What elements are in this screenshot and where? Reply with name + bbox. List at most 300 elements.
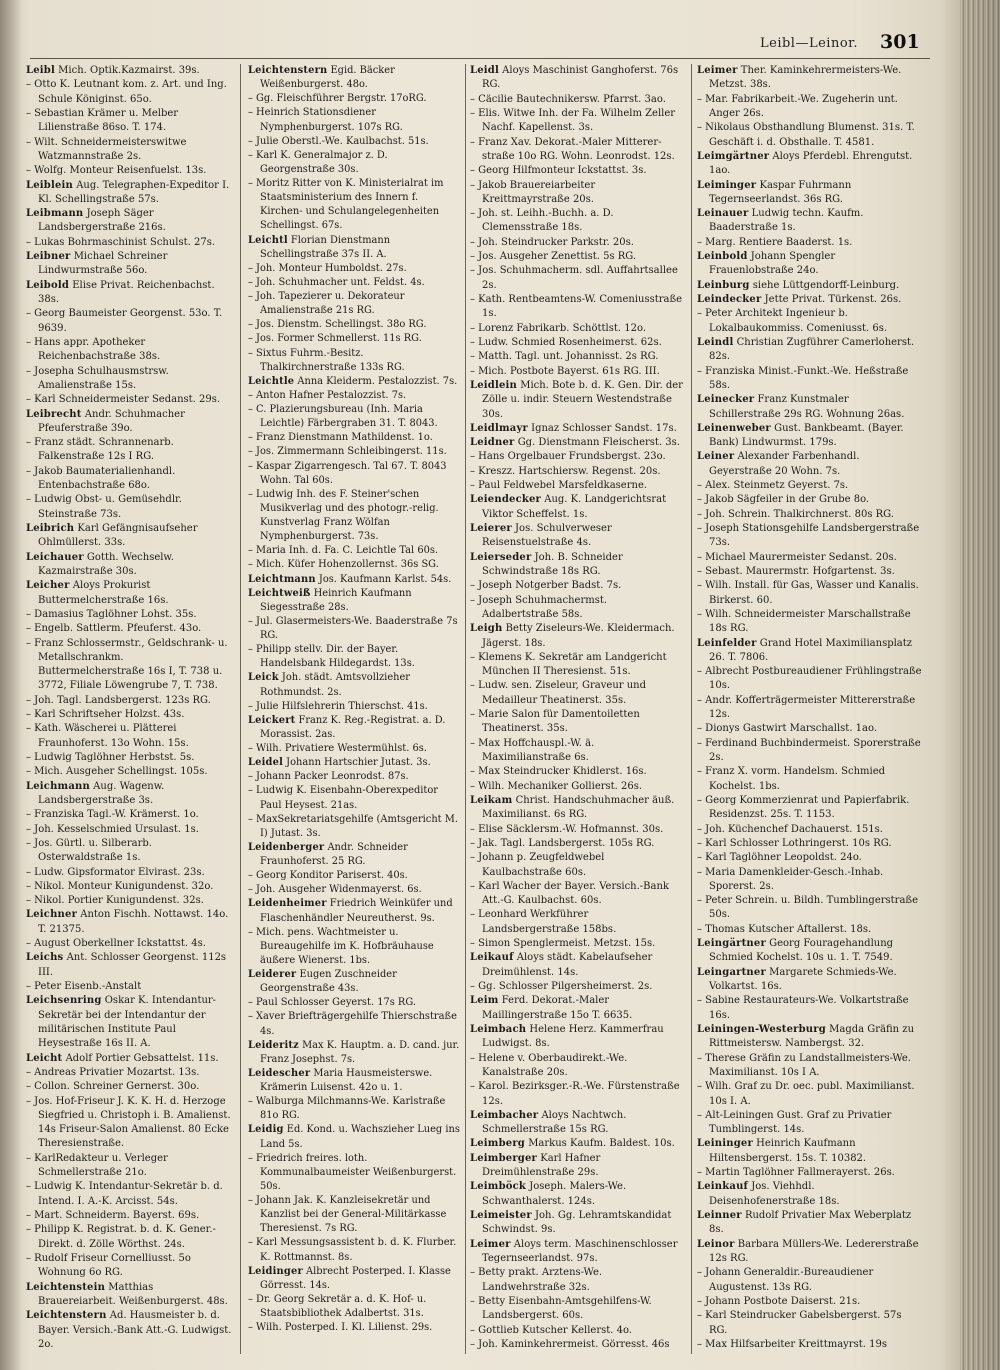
directory-entry xyxy=(470,336,686,350)
entry-surname: Leimbach xyxy=(470,1023,527,1035)
entry-text: – Sabine Restaurateurs-We. Volkartstraße 16s. xyxy=(697,995,909,1021)
directory-entry xyxy=(248,813,460,841)
entry-text: – Engelb. Sattlerm. Pfeuferst. 43o. xyxy=(26,623,202,635)
directory-entry xyxy=(26,1209,232,1223)
directory-entry xyxy=(26,994,232,1051)
entry-text: Michael Schreiner Lindwurmstraße 56o. xyxy=(38,251,168,277)
entry-text: Gust. Bankbeamt. (Bayer. Bank) Lindwurmst. 179s. xyxy=(709,422,904,449)
entry-text: – Dionys Gastwirt Marschallst. 1ao. xyxy=(697,723,878,735)
entry-text: Jos. Kaufmann Karlst. 54s. xyxy=(318,573,452,585)
directory-entry xyxy=(697,64,922,93)
directory-entry xyxy=(26,708,232,722)
directory-entry xyxy=(248,1293,460,1321)
directory-entry xyxy=(26,136,232,165)
entry-text: – Karl Schriftseher Holzst. 43s. xyxy=(26,709,185,721)
entry-text: – Ludwig Obst- u. Gemüsehdlr. Steinstraße 73s. xyxy=(26,494,182,520)
entry-surname: Leinecker xyxy=(697,394,755,406)
directory-entry xyxy=(697,1209,922,1238)
column-divider xyxy=(465,64,466,1354)
entry-surname: Leimbacher xyxy=(470,1109,539,1121)
entry-text: Joh. B. Schneider Schwindstraße 18s RG. xyxy=(482,551,623,577)
entry-text: – Joh. Schrein. Thalkirchnerst. 80s RG. xyxy=(697,508,894,520)
entry-surname: Leimer xyxy=(470,1238,511,1250)
directory-entry xyxy=(248,643,460,671)
directory-entry xyxy=(697,250,922,279)
running-head: Leibl—Leinor. xyxy=(760,36,859,51)
directory-entry xyxy=(26,579,232,608)
entry-text: – Max Hoffchauspl.-W. ä. Maximilianstraße 6s. xyxy=(470,737,595,763)
entry-text: – Ludwig Taglöhner Herbstst. 5s. xyxy=(26,752,195,763)
directory-entry xyxy=(470,522,686,551)
directory-entry xyxy=(248,347,460,375)
directory-entry xyxy=(248,445,460,459)
entry-surname: Leim xyxy=(470,995,499,1007)
directory-entry xyxy=(248,615,460,643)
entry-text: Elise Privat. Reichenbachst. 38s. xyxy=(38,279,215,305)
directory-entry xyxy=(26,1281,232,1310)
directory-entry xyxy=(26,1066,232,1080)
entry-surname: Leidl xyxy=(470,65,499,76)
directory-entry xyxy=(248,149,460,177)
entry-surname: Leinburg xyxy=(697,279,750,291)
entry-text: – Joh. Schuhmacher unt. Feldst. 4s. xyxy=(248,276,425,288)
entry-surname: Leibrecht xyxy=(26,408,82,420)
entry-text: – Joh. Steindrucker Parkstr. 20s. xyxy=(470,236,634,248)
entry-text: – Wilh. Mechaniker Gollierst. 26s. xyxy=(470,780,643,792)
entry-text: – Sebast. Maurermstr. Hofgartenst. 3s. xyxy=(697,565,895,577)
entry-surname: Leidescher xyxy=(248,1067,311,1079)
directory-entry xyxy=(470,679,686,708)
entry-surname: Leidlein xyxy=(470,379,518,391)
entry-text: – Ludw. Gipsformator Elvirast. 23s. xyxy=(26,866,205,878)
column-divider xyxy=(240,64,241,1354)
entry-text: Ignaz Schlosser Sandst. 17s. xyxy=(531,422,677,434)
directory-entry xyxy=(248,92,460,106)
directory-entry xyxy=(26,722,232,751)
entry-text: – Philipp K. Registrat. b. d. K. Gener.-Direkt. d. Zölle Wörthst. 24s. xyxy=(26,1224,216,1250)
directory-entry xyxy=(26,1080,232,1094)
entry-text: Anna Kleiderm. Pestalozzist. 7s. xyxy=(297,375,458,387)
entry-text: – Collon. Schreiner Gernerst. 30o. xyxy=(26,1081,200,1093)
entry-text: – Joh. Küchenchef Dachauerst. 151s. xyxy=(697,823,883,835)
directory-entry xyxy=(470,1324,686,1338)
directory-entry xyxy=(470,1023,686,1052)
directory-entry xyxy=(248,1039,460,1067)
entry-text: – Mich. Küfer Hohenzollernst. 36s SG. xyxy=(248,559,439,571)
entry-text: Joh. Gg. Lehramtskandidat Schwindst. 9s. xyxy=(482,1210,672,1236)
entry-text: Johann Hartschier Jutast. 3s. xyxy=(286,757,431,769)
entry-text: – Gg. Fleischführer Bergstr. 17oRG. xyxy=(248,93,427,105)
directory-entry xyxy=(26,1252,232,1281)
entry-text: Andr. Schuhmacher Pfeuferstraße 39o. xyxy=(38,408,185,434)
directory-entry xyxy=(26,64,232,78)
entry-text: – Alt-Leiningen Gust. Graf zu Privatier Tumblingerst. 14s. xyxy=(697,1109,892,1136)
entry-text: – Georg Hilfmonteur Ickstattst. 3s. xyxy=(470,165,647,177)
entry-text: Maria Hausmeisterswe. Krämerin Luisenst. 42o u. 1. xyxy=(260,1067,433,1093)
directory-entry xyxy=(470,780,686,794)
entry-text: Adolf Portier Gebsattelst. 11s. xyxy=(65,1052,219,1064)
directory-entry xyxy=(697,422,922,451)
entry-text: – Rudolf Friseur Cornelliusst. 5o Wohnung 6o RG. xyxy=(26,1252,191,1279)
directory-entry xyxy=(26,408,232,437)
directory-entry xyxy=(470,1338,686,1352)
directory-entry xyxy=(470,164,686,178)
entry-text: – Philipp stellv. Dir. der Bayer. Handelsbank Hildegardst. 13s. xyxy=(248,644,415,670)
directory-entry xyxy=(697,365,922,394)
entry-text: – Matth. Tagl. unt. Johannisst. 2s RG. xyxy=(470,351,659,363)
directory-entry xyxy=(26,207,232,236)
entry-text: – Karl Wacher der Bayer. Versich.-Bank Att.-G. Kaulbachst. 60s. xyxy=(470,880,669,907)
directory-entry xyxy=(248,869,460,883)
entry-text: – Julie Oberstl.-We. Kaulbachst. 51s. xyxy=(248,135,429,147)
entry-text: – Wilh. Install. für Gas, Wasser und Kanalis. Birkerst. 60. xyxy=(697,580,919,606)
entry-surname: Leidenheimer xyxy=(248,898,327,910)
directory-entry xyxy=(697,937,922,966)
entry-surname: Leierer xyxy=(470,523,512,534)
entry-text: – Karl K. Generalmajor z. D. Georgenstraße 30s. xyxy=(248,149,388,175)
entry-text: – Mich. Postbote Bayerst. 61s RG. III. xyxy=(470,365,660,377)
entry-text: Aloys Prokurist Buttermelcherstraße 16s. xyxy=(38,580,169,606)
directory-entry xyxy=(26,1180,232,1209)
entry-text: – Karol. Bezirksger.-R.-We. Fürstenstraße 12s. xyxy=(470,1081,680,1107)
directory-entry xyxy=(248,714,460,742)
directory-entry xyxy=(248,177,460,234)
directory-entry xyxy=(470,1238,686,1267)
directory-entry xyxy=(248,1095,460,1123)
entry-text: – Georg Kommerzienrat und Papierfabrik. Residenzst. 25s. T. 1153. xyxy=(697,794,910,821)
directory-entry xyxy=(26,1152,232,1181)
directory-entry xyxy=(470,551,686,580)
directory-entry xyxy=(470,493,686,522)
directory-entry xyxy=(248,544,460,558)
entry-text: – Mich. pens. Wachtmeister u. Bureaugehilfe im K. Hofbräuhause äußere Wienerst. 1bs. xyxy=(248,926,434,966)
entry-text: – Lukas Bohrmaschinist Schulst. 27s. xyxy=(26,236,216,248)
directory-entry xyxy=(26,1223,232,1252)
entry-text: – Gg. Schlosser Pilgersheimerst. 2s. xyxy=(470,981,653,992)
entry-text: – Hans Orgelbauer Frundsbergst. 23o. xyxy=(470,451,666,463)
entry-text: – Sixtus Fuhrm.-Besitz. Thalkirchnerstraße 133s RG. xyxy=(248,347,405,373)
directory-entry xyxy=(470,1137,686,1151)
entry-text: – Andreas Privatier Mozartst. 13s. xyxy=(26,1066,200,1078)
entry-text: Oskar K. Intendantur-Sekretär bei der Intendantur der militärischen Institute Paul Heysestraße 16s II. A. xyxy=(38,995,217,1050)
directory-entry xyxy=(26,164,232,178)
directory-entry xyxy=(470,264,686,293)
entry-text: – Nikolaus Obsthandlung Blumenst. 31s. T. Geschäft i. d. Obsthalle. T. 4581. xyxy=(697,122,915,148)
column-divider xyxy=(691,64,692,1354)
directory-entry xyxy=(26,980,232,994)
entry-surname: Leimböck xyxy=(470,1181,527,1193)
entry-text: Max K. Hauptm. a. D. cand. jur. Franz Josephst. 7s. xyxy=(260,1039,460,1065)
entry-text: – Franz Schlossermstr., Geldschrank- u. Metallschrankm. Buttermelcherstraße 16s I, T. 738 u. 3772, Filiale Löwengrube 7, T. 738. xyxy=(26,637,228,692)
entry-text: – Maria Inh. d. Fa. C. Leichtle Tal 60s. xyxy=(248,545,439,557)
entry-surname: Leimeister xyxy=(470,1210,532,1221)
entry-surname: Leiderer xyxy=(248,969,297,980)
directory-entry xyxy=(470,93,686,107)
directory-entry xyxy=(697,794,922,823)
entry-text: Barbara Müllers-We. Ledererstraße 12s RG. xyxy=(709,1238,919,1264)
entry-surname: Leichtweiß xyxy=(248,587,311,599)
entry-surname: Leingartner xyxy=(697,966,766,978)
directory-entry xyxy=(26,107,232,136)
directory-entry xyxy=(470,994,686,1023)
directory-entry xyxy=(697,479,922,493)
entry-text: – Ferdinand Buchbindermeist. Sporerstraße 2s. xyxy=(697,737,921,763)
entry-text: Grand Hotel Maximiliansplatz 26. T. 7806. xyxy=(709,637,913,663)
entry-text: – Leonhard Werkführer Landsbergerstraße 158bs. xyxy=(470,909,617,935)
directory-entry xyxy=(26,1095,232,1152)
directory-entry xyxy=(26,780,232,809)
entry-text: – Betty prakt. Arztens-We. Landwehrstraße 32s. xyxy=(470,1267,603,1293)
directory-entry xyxy=(26,751,232,765)
directory-entry xyxy=(470,1180,686,1209)
entry-text: – Thomas Kutscher Aftallerst. 18s. xyxy=(697,923,872,935)
directory-entry xyxy=(470,1209,686,1238)
entry-text: – Franziska Tagl.-W. Krämerst. 1o. xyxy=(26,809,199,821)
directory-entry xyxy=(470,350,686,364)
directory-entry xyxy=(470,937,686,951)
entry-text: Franz Kunstmaler Schillerstraße 29s RG. Wohnung 26as. xyxy=(709,394,905,420)
entry-text: – Wolfg. Monteur Reisenfuelst. 13s. xyxy=(26,165,207,177)
page-number: 301 xyxy=(880,31,920,53)
entry-text: – Joh. Tapezierer u. Dekorateur Amalienstraße 21s RG. xyxy=(248,291,405,317)
directory-entry xyxy=(26,179,232,208)
directory-entry xyxy=(697,121,922,150)
directory-entry xyxy=(470,450,686,464)
directory-entry xyxy=(470,436,686,450)
entry-surname: Leichtle xyxy=(248,375,295,387)
directory-entry xyxy=(697,966,922,995)
entry-text: – Lorenz Fabrikarb. Schöttlst. 12o. xyxy=(470,322,646,334)
entry-text: – Franz X. vorm. Handelsm. Schmied Kochelst. 1bs. xyxy=(697,766,886,792)
entry-text: – Paul Feldwebel Marsfeldkaserne. xyxy=(470,480,648,492)
entry-text: Aloys term. Maschinenschlosser Tegernseerlandst. 97s. xyxy=(482,1238,678,1264)
directory-entry xyxy=(470,708,686,737)
directory-entry xyxy=(470,951,686,980)
entry-surname: Leigh xyxy=(470,623,503,635)
spine-shadow xyxy=(0,0,22,1370)
directory-entry xyxy=(26,637,232,694)
entry-text: – Helene v. Oberbaudirekt.-We. Kanalstraße 20s. xyxy=(470,1052,628,1078)
entry-text: – Heinrich Stationsdiener Nymphenburgerst. 107s RG. xyxy=(248,107,403,133)
entry-text: Joseph. Malers-We. Schwanthalerst. 124s. xyxy=(482,1181,627,1207)
entry-surname: Leidenberger xyxy=(248,841,325,853)
directory-entry xyxy=(470,250,686,264)
entry-surname: Leibner xyxy=(26,251,71,263)
entry-surname: Leinfelder xyxy=(697,637,757,649)
directory-entry xyxy=(470,1109,686,1138)
entry-text: – Maria Damenkleider-Gesch.-Inhab. Sporerst. 2s. xyxy=(697,866,884,892)
entry-text: – Georg Baumeister Georgenst. 53o. T. 9639. xyxy=(26,308,223,334)
directory-entry xyxy=(697,866,922,895)
entry-surname: Leiner xyxy=(697,451,735,463)
entry-text: – Betty Eisenbahn-Amtsgehilfens-W. Landsbergerst. 60s. xyxy=(470,1295,652,1322)
directory-entry xyxy=(248,883,460,897)
directory-entry xyxy=(248,262,460,276)
directory-entry xyxy=(470,1152,686,1181)
directory-entry xyxy=(697,894,922,923)
directory-entry xyxy=(697,923,922,937)
entry-text: Anton Fischh. Nottawst. 14o. T. 21375. xyxy=(38,909,229,935)
directory-entry xyxy=(248,488,460,545)
directory-entry xyxy=(697,336,922,365)
directory-entry xyxy=(248,770,460,784)
directory-entry xyxy=(248,1321,460,1335)
directory-entry xyxy=(470,594,686,623)
directory-entry xyxy=(248,996,460,1010)
entry-text: – Michael Maurermeister Sedanst. 20s. xyxy=(697,551,897,563)
directory-entry xyxy=(470,579,686,593)
entry-text: – Jos. Schuhmacherm. sdl. Auffahrtsallee 2s. xyxy=(470,265,678,291)
directory-entry xyxy=(697,1295,922,1309)
directory-entry xyxy=(697,1166,922,1180)
entry-text: – Peter Architekt Ingenieur b. Lokalbaukommiss. Comeniusst. 6s. xyxy=(697,308,888,334)
entry-text: – Mar. Fabrikarbeit.-We. Zugeherin unt. Anger 26s. xyxy=(697,93,898,119)
entry-text: – Josepha Schulhausmstrsw. Amalienstraße 15s. xyxy=(26,365,169,391)
directory-entry xyxy=(697,307,922,336)
entry-text: – Wilh. Graf zu Dr. oec. publ. Maximilianst. 10s I. A. xyxy=(697,1081,915,1107)
entry-text: – Anton Hafner Pestalozzist. 7s. xyxy=(248,389,407,401)
column-1 xyxy=(26,64,232,1354)
directory-entry xyxy=(248,64,460,92)
entry-text: – Therese Gräfin zu Landstallmeisters-We. Maximilianst. 10s I A. xyxy=(697,1052,911,1078)
entry-text: – MaxSekretariatsgehilfe (Amtsgericht M. I) Jutast. 3s. xyxy=(248,813,458,839)
entry-text: Ferd. Dekorat.-Maler Maillingerstraße 15o T. 6635. xyxy=(482,995,633,1021)
directory-entry xyxy=(697,493,922,507)
entry-text: – Elise Säcklersm.-W. Hofmannst. 30s. xyxy=(470,823,664,835)
entry-text: Kaspar Fuhrmann Tegernseerlandst. 36s RG. xyxy=(709,179,852,205)
entry-text: – Otto K. Leutnant kom. z. Art. und Ing. Schule Königinst. 65o. xyxy=(26,79,227,105)
entry-text: – Nikol. Portier Kunigundenst. 32s. xyxy=(26,895,204,907)
entry-text: Karl Hafner Dreimühlenstraße 29s. xyxy=(482,1152,601,1179)
directory-entry xyxy=(470,980,686,994)
directory-entry xyxy=(248,318,460,332)
entry-text: Ant. Schlosser Georgenst. 112s III. xyxy=(38,952,227,978)
entry-text: – Marie Salon für Damentoiletten Theatinerst. 35s. xyxy=(470,709,640,735)
directory-entry xyxy=(26,908,232,937)
entry-text: – Georg Konditor Pariserst. 40s. xyxy=(248,870,408,882)
entry-text: – KarlRedakteur u. Verleger Schmellerstraße 21o. xyxy=(26,1152,168,1179)
entry-surname: Leidner xyxy=(470,437,515,449)
directory-entry xyxy=(697,522,922,551)
directory-entry xyxy=(470,322,686,336)
directory-entry xyxy=(248,700,460,714)
entry-text: – Peter Eisenb.-Anstalt xyxy=(26,981,142,992)
directory-entry xyxy=(26,694,232,708)
entry-text: Jos. Schulverweser Reisenstuelstraße 4s. xyxy=(482,523,612,549)
directory-entry xyxy=(697,393,922,422)
entry-text: Ludwig techn. Kaufm. Baaderstraße 1s. xyxy=(709,208,864,234)
entry-text: – Alex. Steinmetz Geyerst. 7s. xyxy=(697,480,849,492)
directory-entry xyxy=(697,637,922,666)
entry-text: – Joh. Ausgeher Widenmayerst. 6s. xyxy=(248,884,422,896)
directory-entry xyxy=(697,1052,922,1081)
directory-entry xyxy=(470,1052,686,1081)
directory-entry xyxy=(26,522,232,551)
entry-text: – Johann Postbote Daiserst. 21s. xyxy=(697,1295,861,1307)
directory-entry xyxy=(697,1080,922,1109)
entry-text: – Joseph Schuhmachermst. Adalbertstraße 58s. xyxy=(470,594,608,620)
directory-entry xyxy=(470,851,686,880)
directory-entry xyxy=(470,765,686,779)
entry-text: – Walburga Milchmanns-We. Karlstraße 81o RG. xyxy=(248,1096,446,1122)
directory-entry xyxy=(248,558,460,572)
directory-entry xyxy=(470,64,686,93)
entry-text: – Martin Taglöhner Fallmerayerst. 26s. xyxy=(697,1167,895,1179)
directory-entry xyxy=(26,837,232,866)
entry-text: Joseph Säger Landsbergerstraße 216s. xyxy=(38,208,166,234)
directory-entry xyxy=(697,722,922,736)
directory-entry xyxy=(697,1137,922,1166)
entry-surname: Leichner xyxy=(26,909,78,921)
entry-text: siehe Lüttgendorff-Leinburg. xyxy=(752,279,900,291)
column-2 xyxy=(248,64,460,1354)
entry-surname: Leibl xyxy=(26,65,55,76)
entry-text: – Kath. Wäscherei u. Plätterei Fraunhoferst. 13o Wohn. 15s. xyxy=(26,723,189,749)
directory-entry xyxy=(470,1080,686,1109)
entry-text: – Ludwig K. Eisenbahn-Oberexpeditor Paul Heysest. 21as. xyxy=(248,785,439,811)
directory-entry xyxy=(697,665,922,694)
entry-surname: Leiminger xyxy=(697,179,757,191)
entry-surname: Leimberg xyxy=(470,1138,525,1150)
entry-surname: Leiningen-Westerburg xyxy=(697,1023,826,1035)
directory-entry xyxy=(248,1236,460,1264)
directory-entry xyxy=(470,365,686,379)
entry-text: – Franziska Minist.-Funkt.-We. Heßstraße 58s. xyxy=(697,365,909,391)
directory-entry xyxy=(26,765,232,779)
entry-text: – Mart. Schneiderm. Bayerst. 69s. xyxy=(26,1210,200,1221)
directory-entry xyxy=(248,389,460,403)
entry-text: – Albrecht Postbureaudiener Frühlingstraße 10s. xyxy=(697,666,922,692)
directory-entry xyxy=(697,1238,922,1267)
entry-text: Friedrich Weinküfer und Flaschenhändler Neureutherst. 9s. xyxy=(260,898,453,924)
directory-entry xyxy=(697,279,922,293)
directory-entry xyxy=(248,460,460,488)
directory-entry xyxy=(26,393,232,407)
entry-text: – Joseph Stationsgehilfe Landsbergerstraße 73s. xyxy=(697,523,920,549)
directory-entry xyxy=(26,465,232,494)
entry-text: – Johann Packer Leonrodst. 87s. xyxy=(248,771,409,783)
directory-entry xyxy=(26,236,232,250)
entry-text: Mich. Bote b. d. K. Gen. Dir. der Zölle u. indir. Steuern Westendstraße 30s. xyxy=(482,379,683,420)
entry-text: Eugen Zuschneider Georgenstraße 43s. xyxy=(260,969,397,995)
entry-surname: Leinauer xyxy=(697,208,749,220)
entry-text: – Jak. Tagl. Landsbergerst. 105s RG. xyxy=(470,837,655,849)
entry-text: – Ludwig Inh. des F. Steiner'schen Musikverlag und des photogr.-relig. Kunstverlag Franz Wölfan Nymphenburgerst. 73s. xyxy=(248,488,439,543)
directory-entry xyxy=(697,565,922,579)
entry-text: – Ludwig K. Intendantur-Sekretär b. d. Intend. I. A.-K. Arcisst. 54s. xyxy=(26,1181,223,1207)
directory-entry xyxy=(697,837,922,851)
entry-text: – Jos. Former Schmellerst. 11s RG. xyxy=(248,333,422,345)
entry-surname: Leidlmayr xyxy=(470,422,528,434)
entry-text: Ad. Hausmeister b. d. Bayer. Versich.-Bank Att.-G. Ludwigst. 2o. xyxy=(38,1310,232,1350)
entry-text: Markus Kaufm. Baldest. 10s. xyxy=(528,1138,675,1150)
directory-entry xyxy=(248,573,460,587)
directory-entry xyxy=(26,336,232,365)
directory-entry xyxy=(470,136,686,165)
entry-text: Margarete Schmieds-We. Volkartst. 16s. xyxy=(709,966,897,992)
entry-surname: Leinbold xyxy=(697,251,748,263)
entry-text: Matthias Brauereiarbeit. Weißenburgerst. 48s. xyxy=(38,1281,228,1307)
entry-text: – Marg. Rentiere Baaderst. 1s. xyxy=(697,236,853,248)
entry-surname: Leikam xyxy=(470,794,513,806)
entry-text: – Franz Xav. Dekorat.-Maler Mitterer-straße 10o RG. Wohn. Leonrodst. 12s. xyxy=(470,136,675,162)
entry-text: – Joh. Tagl. Landsbergerst. 123s RG. xyxy=(26,694,211,706)
entry-text: Betty Ziseleurs-We. Kleidermach. Jägerst. 18s. xyxy=(482,623,675,649)
column-4 xyxy=(697,64,922,1354)
entry-text: – Mich. Ausgeher Schellingst. 105s. xyxy=(26,766,208,778)
directory-entry xyxy=(26,1309,232,1352)
entry-text: – Wilh. Privatiere Westermühlst. 6s. xyxy=(248,743,427,754)
